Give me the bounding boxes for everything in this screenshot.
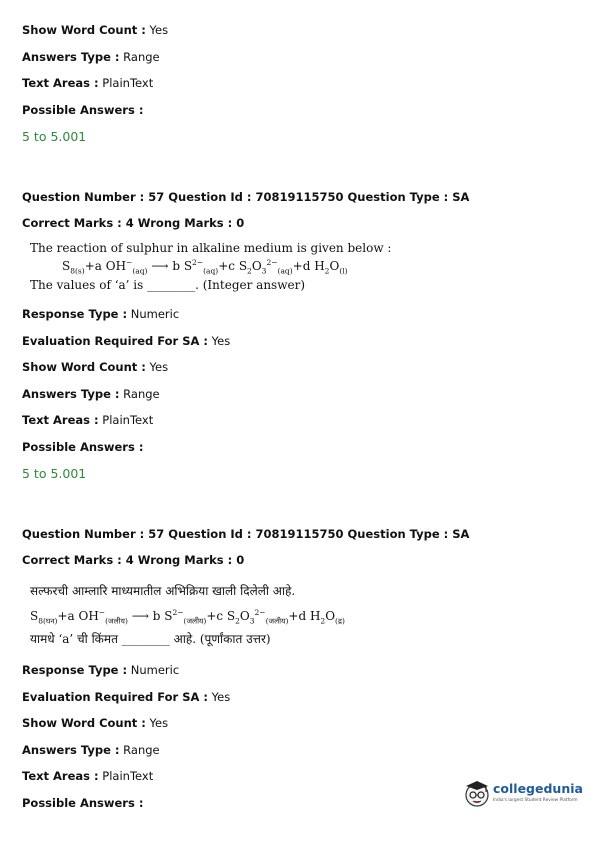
response-type-row xyxy=(22,307,179,321)
question-text-line: यामधे ‘a’ ची किंमत ________ आहे. (पूर्णांकात उत्तर) xyxy=(30,632,271,646)
field-value: Yes xyxy=(208,334,231,348)
field-value: Range xyxy=(119,743,160,757)
field-label: Show Word Count : xyxy=(22,360,146,374)
question-marks: Correct Marks : 4 Wrong Marks : 0 xyxy=(22,216,245,230)
field-value: PlainText xyxy=(98,76,154,90)
text-areas-row xyxy=(22,769,153,783)
field-label: Response Type : xyxy=(22,663,128,677)
question-header: Question Number : 57 Question Id : 70819115750 Question Type : SA xyxy=(22,190,470,204)
graduate-mascot-icon xyxy=(462,778,492,808)
text-areas-row xyxy=(22,413,153,427)
field-label: Possible Answers : xyxy=(22,103,144,117)
field-value: Yes xyxy=(208,690,231,704)
answers-type-row xyxy=(22,50,160,64)
possible-answers-row xyxy=(22,796,143,810)
question-marks: Correct Marks : 4 Wrong Marks : 0 xyxy=(22,553,245,567)
field-value: Range xyxy=(119,50,160,64)
question-text-line: सल्फरची आम्लारि माध्यमातील अभिक्रिया खाली दिलेली आहे. xyxy=(30,584,296,598)
field-value: Yes xyxy=(145,360,169,374)
evaluation-row xyxy=(22,690,230,704)
answer-blank: ________ xyxy=(147,278,196,292)
question-header: Question Number : 57 Question Id : 70819115750 Question Type : SA xyxy=(22,527,470,541)
field-label: Text Areas : xyxy=(22,413,99,427)
response-type-row xyxy=(22,663,179,677)
reaction-arrow: ⟶ xyxy=(131,609,149,623)
logo-wordmark: collegedunia xyxy=(493,781,583,796)
field-label: Evaluation Required For SA : xyxy=(22,690,209,704)
logo-tagline: India's largest Student Review Platform xyxy=(493,798,578,803)
field-label: Text Areas : xyxy=(22,769,99,783)
field-value: Numeric xyxy=(127,663,180,677)
chemical-equation: $S_{8(घन)}+a$ $OH^-_{(जलीय)}$ ⟶ b $S^{2-}_{(जलीय)}+c$ $S_2O_3^{2-}_{(जलीय)}+d$ $H_2O_{(द्र)}$ xyxy=(30,608,345,626)
answers-type-row xyxy=(22,743,160,757)
field-label: Answers Type : xyxy=(22,387,120,401)
field-value: PlainText xyxy=(98,769,154,783)
field-label: Possible Answers : xyxy=(22,796,144,810)
possible-answers-row xyxy=(22,103,143,117)
possible-answer-value: 5 to 5.001 xyxy=(22,466,87,481)
show-word-count-row xyxy=(22,716,168,730)
field-label: Answers Type : xyxy=(22,743,120,757)
field-value: Range xyxy=(119,387,160,401)
chemical-equation: $S_{8(s)}+a$ $OH^-_{(aq)}$ ⟶ b $S^{2-}_{(aq)}+c$ $S_2O_3^{2-}_{(aq)}+d$ $H_2O_{(l)}$ xyxy=(62,258,348,276)
reaction-arrow: ⟶ xyxy=(151,259,169,273)
field-label: Show Word Count : xyxy=(22,716,146,730)
question-text-line: The values of ‘a’ is ________. (Integer answer) xyxy=(30,278,305,292)
field-label: Show Word Count : xyxy=(22,23,146,37)
evaluation-row xyxy=(22,334,230,348)
collegedunia-logo xyxy=(462,778,582,810)
answer-blank: ________ xyxy=(121,632,170,646)
show-word-count-row xyxy=(22,360,168,374)
field-label: Text Areas : xyxy=(22,76,99,90)
possible-answer-value: 5 to 5.001 xyxy=(22,129,87,144)
field-label: Answers Type : xyxy=(22,50,120,64)
question-text-line: The reaction of sulphur in alkaline medium is given below : xyxy=(30,241,392,255)
field-value: Yes xyxy=(145,23,169,37)
show-word-count-row xyxy=(22,23,168,37)
answers-type-row xyxy=(22,387,160,401)
field-label: Evaluation Required For SA : xyxy=(22,334,209,348)
field-value: Yes xyxy=(145,716,169,730)
field-label: Response Type : xyxy=(22,307,128,321)
field-label: Possible Answers : xyxy=(22,440,144,454)
text-areas-row xyxy=(22,76,153,90)
possible-answers-row xyxy=(22,440,143,454)
field-value: Numeric xyxy=(127,307,180,321)
field-value: PlainText xyxy=(98,413,154,427)
